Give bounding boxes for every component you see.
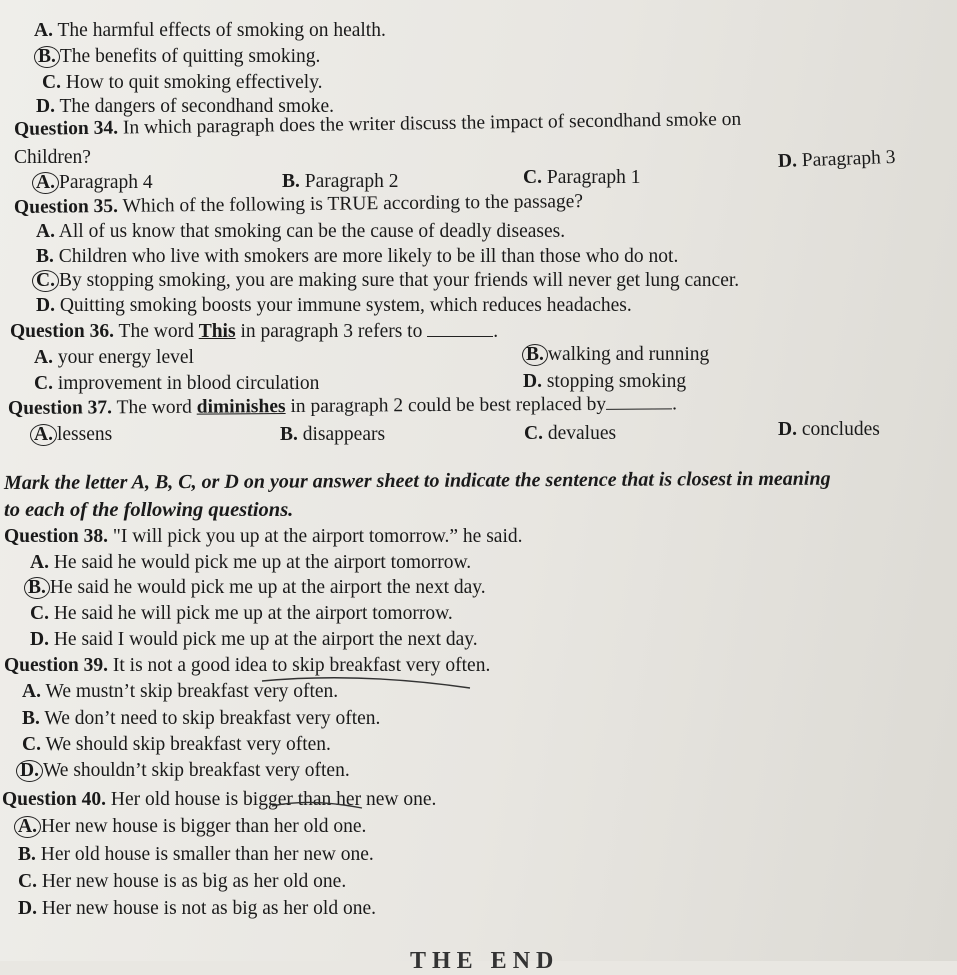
q40-option-d: D. Her new house is not as big as her old one. bbox=[18, 898, 376, 919]
instruction-line-2: to each of the following questions. bbox=[4, 499, 294, 521]
q40-stem: Question 40. Her old house is bigger than her new one. bbox=[2, 789, 437, 810]
q38-option-b: B. He said he would pick me up at the airport the next day. bbox=[28, 576, 486, 600]
q40-option-b: B. Her old house is smaller than her new one. bbox=[18, 844, 374, 865]
q34-option-b: B. Paragraph 2 bbox=[282, 171, 399, 192]
q35-stem: Question 35. Which of the following is TRUE according to the passage? bbox=[13, 191, 584, 218]
q37-stem: Question 37. The word diminishes in paragraph 2 could be best replaced by . bbox=[7, 393, 678, 419]
q37-option-a: A. lessens bbox=[34, 423, 112, 447]
q40-option-a: A. Her new house is bigger than her old one. bbox=[18, 815, 366, 839]
q34-stem: Question 34. In which paragraph does the writer discuss the impact of secondhand smoke on bbox=[13, 108, 742, 140]
q39-option-c: C. We should skip breakfast very often. bbox=[22, 734, 331, 755]
q39-option-d: D. We shouldn’t skip breakfast very often. bbox=[20, 759, 350, 783]
q34-stem-cont: Children? bbox=[14, 147, 91, 168]
answer-circle: A. bbox=[14, 816, 41, 838]
the-end-text: THE END bbox=[410, 948, 560, 974]
q34-option-a: A. Paragraph 4 bbox=[36, 171, 153, 195]
q38-option-d: D. He said I would pick me up at the airport the next day. bbox=[30, 629, 478, 650]
instruction-line-1: Mark the letter A, B, C, or D on your answer sheet to indicate the sentence that is closest in meaning bbox=[3, 467, 831, 494]
q37-option-d: D. concludes bbox=[778, 419, 880, 440]
q39-option-a: A. We mustn’t skip breakfast very often. bbox=[22, 681, 339, 702]
answer-circle: B. bbox=[34, 46, 60, 68]
q39-stem: Question 39. It is not a good idea to skip breakfast very often. bbox=[4, 655, 491, 676]
q38-option-a: A. He said he would pick me up at the airport tomorrow. bbox=[30, 552, 472, 573]
answer-circle: B. bbox=[522, 344, 548, 366]
pen-underline bbox=[262, 678, 470, 688]
answer-circle: A. bbox=[30, 424, 57, 446]
q36-option-a: A. your energy level bbox=[34, 347, 194, 368]
q33-option-a: A. The harmful effects of smoking on health. bbox=[34, 20, 386, 41]
q33-option-d: D. The dangers of secondhand smoke. bbox=[36, 96, 335, 117]
q37-option-c: C. devalues bbox=[524, 423, 617, 444]
q36-option-b: B. walking and running bbox=[526, 343, 709, 367]
pen-underline bbox=[272, 802, 362, 808]
q35-option-b: B. Children who live with smokers are more likely to be ill than those who do not. bbox=[36, 246, 679, 267]
q36-option-c: C. improvement in blood circulation bbox=[34, 373, 320, 394]
answer-circle: B. bbox=[24, 577, 50, 599]
q36-option-d: D. stopping smoking bbox=[523, 371, 687, 392]
answer-circle: C. bbox=[32, 270, 59, 292]
q40-option-c: C. Her new house is as big as her old one. bbox=[18, 871, 347, 892]
q35-option-c: C. By stopping smoking, you are making sure that your friends will never get lung cancer. bbox=[36, 269, 739, 293]
q36-stem: Question 36. The word This in paragraph 3 refers to . bbox=[10, 321, 499, 342]
answer-circle: D. bbox=[16, 760, 43, 782]
q35-option-d: D. Quitting smoking boosts your immune system, which reduces headaches. bbox=[36, 295, 632, 316]
q38-option-c: C. He said he will pick me up at the airport tomorrow. bbox=[30, 603, 453, 624]
q39-option-b: B. We don’t need to skip breakfast very often. bbox=[22, 708, 381, 729]
q33-option-b: B. The benefits of quitting smoking. bbox=[38, 45, 320, 69]
q37-option-b: B. disappears bbox=[280, 424, 386, 445]
q33-option-c: C. How to quit smoking effectively. bbox=[42, 72, 323, 93]
q35-option-a: A. All of us know that smoking can be the cause of deadly diseases. bbox=[36, 221, 566, 242]
q38-stem: Question 38. "I will pick you up at the airport tomorrow.” he said. bbox=[4, 526, 523, 547]
q34-option-c: C. Paragraph 1 bbox=[523, 167, 641, 188]
answer-circle: A. bbox=[32, 172, 59, 194]
q34-option-d: D. Paragraph 3 bbox=[777, 146, 896, 172]
